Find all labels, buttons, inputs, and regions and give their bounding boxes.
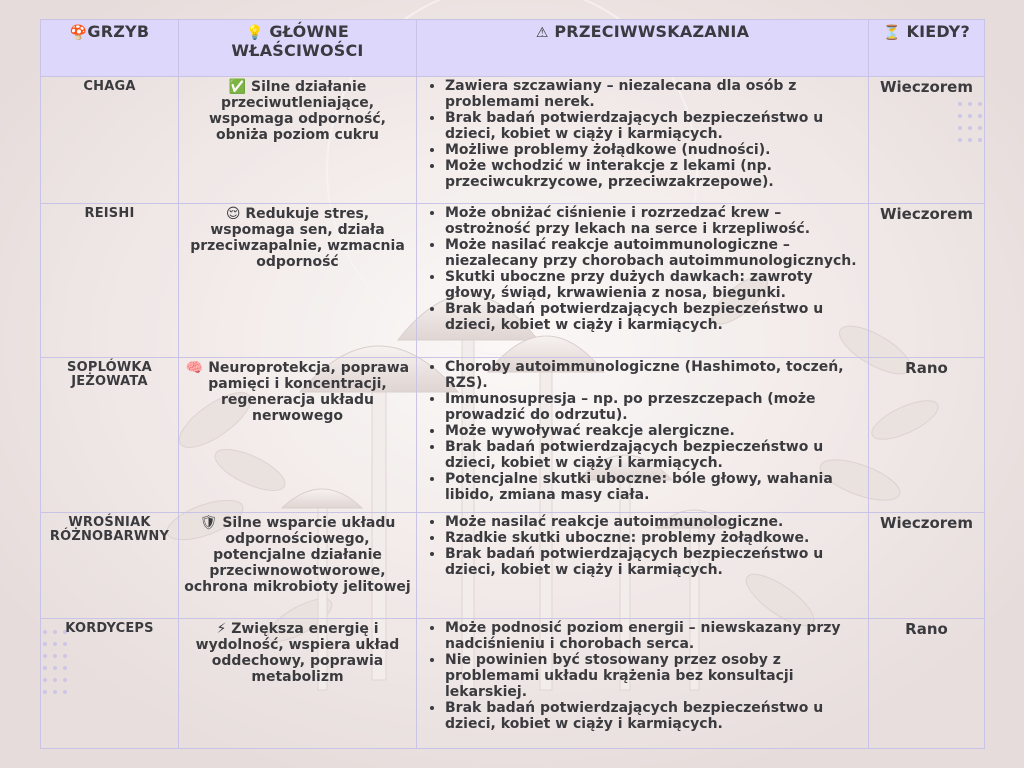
when-cell — [869, 358, 985, 513]
when-cell — [869, 204, 985, 358]
header-label: GŁÓWNE WŁAŚCIWOŚCI — [231, 22, 364, 60]
list-item: • Brak badań potwierdzających bezpieczeństwo u dzieci, kobiet w ciąży i karmiących. — [445, 110, 864, 142]
table-row — [41, 204, 985, 358]
mushroom-name-cell — [41, 204, 179, 358]
header-label: GRZYB — [87, 22, 150, 41]
mushroom-name: WROŚNIAK RÓŻNOBARWNY — [49, 515, 170, 544]
contraindications-cell — [417, 619, 869, 749]
when-text: Rano — [905, 620, 948, 638]
list-item: • Może podnosić poziom energii – niewskazany przy nadciśnieniu i chorobach serca. — [445, 620, 864, 652]
list-item: • Potencjalne skutki uboczne: bóle głowy, wahania libido, zmiana masy ciała. — [445, 471, 864, 503]
table-row — [41, 619, 985, 749]
mushroom-name: KORDYCEPS — [65, 621, 154, 636]
when-text: Rano — [905, 359, 948, 377]
contraindications-list — [417, 513, 868, 578]
mushroom-comparison-table — [40, 19, 985, 749]
when-text: Wieczorem — [880, 78, 973, 96]
brain-icon: 🧠 — [185, 360, 204, 376]
list-item: • Może wchodzić w interakcje z lekami (np. przeciwcukrzycowe, przeciwzakrzepowe). — [445, 158, 864, 190]
when-cell — [869, 513, 985, 619]
properties-cell — [179, 513, 417, 619]
check-mark-icon: ✅ — [228, 79, 247, 95]
contraindications-list — [417, 358, 868, 503]
list-item: • Nie powinien być stosowany przez osoby z problemami układu krążenia bez konsultacji lekarskiej. — [445, 652, 864, 700]
lightbulb-icon: 💡 — [245, 25, 264, 41]
mushroom-name: REISHI — [84, 206, 135, 221]
list-item: • Brak badań potwierdzających bezpieczeństwo u dzieci, kobiet w ciąży i karmiących. — [445, 301, 864, 333]
mushroom-name: CHAGA — [83, 79, 136, 94]
list-item: • Skutki uboczne przy dużych dawkach: zawroty głowy, świąd, krwawienia z nosa, biegunki. — [445, 269, 864, 301]
when-text: Wieczorem — [880, 205, 973, 223]
lightning-icon: ⚡ — [216, 621, 227, 637]
list-item: • Brak badań potwierdzających bezpieczeństwo u dzieci, kobiet w ciąży i karmiących. — [445, 439, 864, 471]
header-label: KIEDY? — [906, 22, 970, 41]
list-item: • Może wywoływać reakcje alergiczne. — [445, 423, 864, 439]
list-item: • Rzadkie skutki uboczne: problemy żołądkowe. — [445, 530, 864, 546]
contraindications-cell — [417, 204, 869, 358]
contraindications-cell — [417, 77, 869, 204]
table-body — [41, 77, 985, 749]
list-item: • Może nasilać reakcje autoimmunologiczne. — [445, 514, 864, 530]
header-przeciwwskazania — [417, 20, 869, 77]
properties-cell — [179, 358, 417, 513]
properties-text: Silne wsparcie układu odpornościowego, potencjalne działanie przeciwnowotworowe, ochrona mikrobioty jelitowej — [184, 515, 411, 595]
warning-icon: ⚠ — [535, 25, 549, 41]
table-row — [41, 77, 985, 204]
when-text: Wieczorem — [880, 514, 973, 532]
header-row — [41, 20, 985, 77]
mushroom-name-cell — [41, 619, 179, 749]
shield-icon: 🛡 — [199, 515, 218, 531]
list-item: • Może obniżać ciśnienie i rozrzedzać krew – ostrożność przy lekach na serce i krzepliwość. — [445, 205, 864, 237]
contraindications-list — [417, 77, 868, 190]
list-item: • Możliwe problemy żołądkowe (nudności). — [445, 142, 864, 158]
mushroom-name-cell — [41, 358, 179, 513]
list-item: • Może nasilać reakcje autoimmunologiczne – niezalecany przy chorobach autoimmunologicznych. — [445, 237, 864, 269]
properties-cell — [179, 204, 417, 358]
header-wlasciwosci — [179, 20, 417, 77]
list-item: • Zawiera szczawiany – niezalecana dla osób z problemami nerek. — [445, 78, 864, 110]
table-wrapper — [40, 19, 984, 749]
header-label: PRZECIWWSKAZANIA — [554, 22, 750, 41]
header-kiedy — [869, 20, 985, 77]
list-item: • Choroby autoimmunologiczne (Hashimoto, toczeń, RZS). — [445, 359, 864, 391]
table-row — [41, 358, 985, 513]
when-cell — [869, 77, 985, 204]
list-item: • Brak badań potwierdzających bezpieczeństwo u dzieci, kobiet w ciąży i karmiących. — [445, 546, 864, 578]
properties-cell — [179, 619, 417, 749]
properties-text: Redukuje stres, wspomaga sen, działa przeciwzapalnie, wzmacnia odporność — [190, 206, 405, 270]
list-item: • Brak badań potwierdzających bezpieczeństwo u dzieci, kobiet w ciąży i karmiących. — [445, 700, 864, 732]
mushroom-name-cell — [41, 77, 179, 204]
hourglass-icon: ⏳ — [883, 25, 901, 41]
when-cell — [869, 619, 985, 749]
mushroom-name-cell — [41, 513, 179, 619]
header-grzyb — [41, 20, 179, 77]
table-row — [41, 513, 985, 619]
properties-text: Zwiększa energię i wydolność, wspiera układ oddechowy, poprawia metabolizm — [195, 621, 400, 685]
mushroom-icon: 🍄 — [69, 25, 88, 41]
contraindications-cell — [417, 358, 869, 513]
table-header — [41, 20, 985, 77]
contraindications-list — [417, 204, 868, 333]
relieved-face-icon: 😌 — [225, 206, 241, 222]
contraindications-list — [417, 619, 868, 732]
list-item: • Immunosupresja – np. po przeszczepach (może prowadzić do odrzutu). — [445, 391, 864, 423]
properties-text: Silne działanie przeciwutleniające, wspomaga odporność, obniża poziom cukru — [208, 79, 386, 143]
properties-cell — [179, 77, 417, 204]
contraindications-cell — [417, 513, 869, 619]
mushroom-name: SOPLÓWKA JEŻOWATA — [67, 360, 152, 389]
properties-text: Neuroprotekcja, poprawa pamięci i koncentracji, regeneracja układu nerwowego — [208, 360, 410, 424]
